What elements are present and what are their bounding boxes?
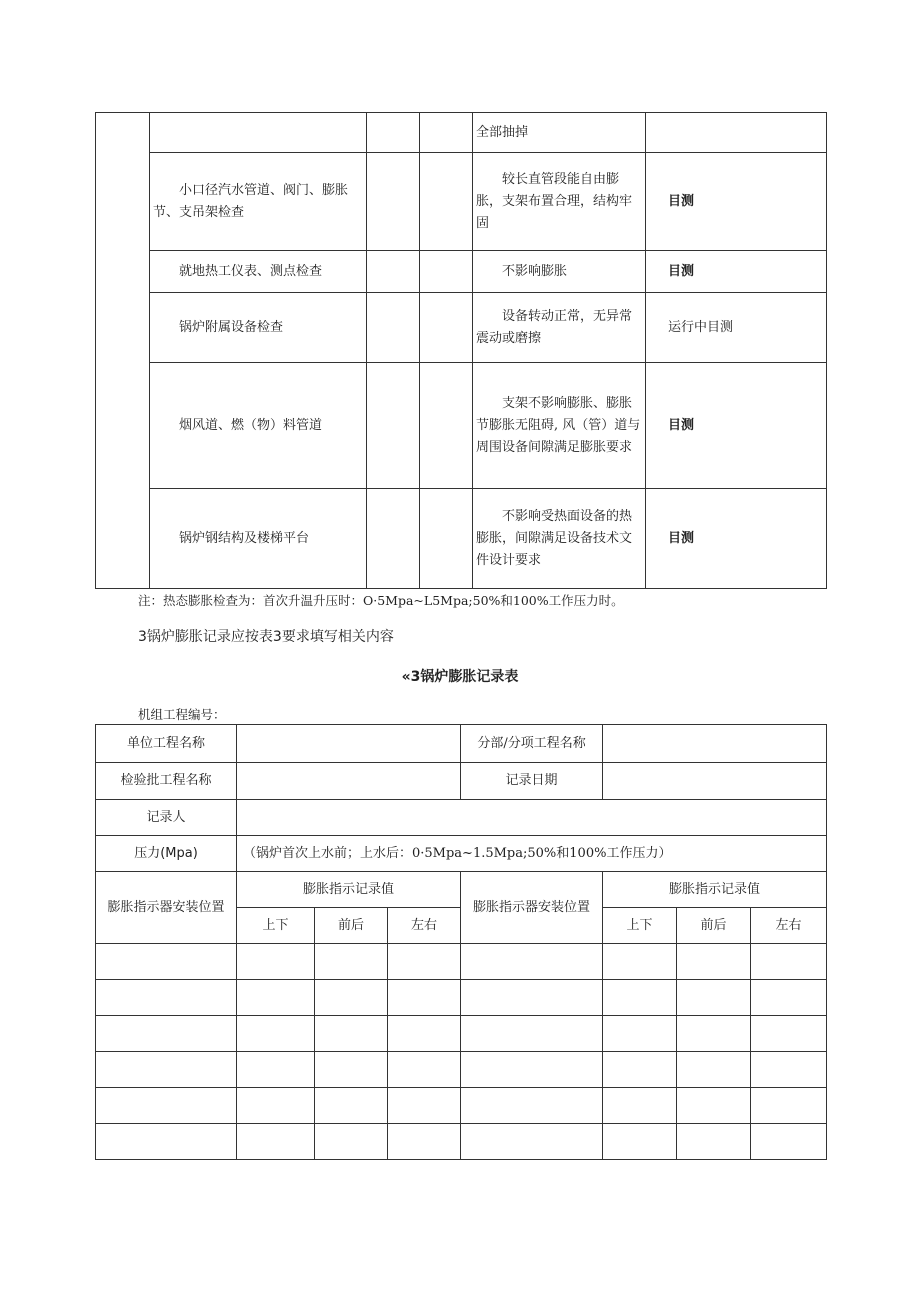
record-cell[interactable] [461, 944, 603, 980]
direction-up-down-right: 上下 [603, 908, 677, 944]
value-label-left: 膨胀指示记录值 [237, 872, 461, 908]
record-cell[interactable] [237, 1124, 315, 1160]
inspection-row [96, 489, 827, 589]
direction-left-right-left: 左右 [388, 908, 461, 944]
batch-value[interactable] [237, 763, 461, 800]
blank-cell [367, 489, 420, 589]
table-title: «3锅炉膨胀记录表 [401, 669, 519, 685]
position-label-left: 膨胀指示器安装位置 [96, 872, 237, 944]
record-row [96, 980, 827, 1016]
header-row-1 [96, 872, 827, 908]
record-row [96, 1088, 827, 1124]
record-cell[interactable] [677, 980, 751, 1016]
direction-front-back-left: 前后 [315, 908, 388, 944]
record-cell[interactable] [388, 1088, 461, 1124]
record-cell[interactable] [388, 980, 461, 1016]
inspection-standard: 不影响受热面设备的热膨胀，间隙满足设备技术文件设计要求 [473, 489, 646, 589]
pressure-value: （锅炉首次上水前；上水后：0·5Mpa~1.5Mpa;50%和100%工作压力） [237, 836, 827, 872]
record-cell[interactable] [237, 1052, 315, 1088]
record-cell[interactable] [751, 1052, 827, 1088]
inspection-row [96, 153, 827, 251]
inspection-row [96, 113, 827, 153]
inspection-standard: 支架不影响膨胀、膨胀节膨胀无阻碍, 风（管）道与周围设备间隙满足膨胀要求 [473, 363, 646, 489]
record-cell[interactable] [237, 980, 315, 1016]
record-cell[interactable] [461, 980, 603, 1016]
record-cell[interactable] [751, 944, 827, 980]
record-cell[interactable] [96, 1124, 237, 1160]
record-date-value[interactable] [603, 763, 827, 800]
inspection-method: 目测 [646, 153, 827, 251]
inspection-method [646, 113, 827, 153]
record-cell[interactable] [96, 980, 237, 1016]
record-cell[interactable] [96, 1052, 237, 1088]
record-row [96, 944, 827, 980]
blank-cell [420, 251, 473, 293]
blank-cell [367, 251, 420, 293]
unit-number-label: 机组工程编号： [138, 707, 226, 722]
blank-cell [420, 489, 473, 589]
unit-project-label: 单位工程名称 [96, 725, 237, 763]
record-cell[interactable] [96, 944, 237, 980]
record-cell[interactable] [315, 980, 388, 1016]
unit-project-value[interactable] [237, 725, 461, 763]
value-label-right: 膨胀指示记录值 [603, 872, 827, 908]
blank-cell [367, 113, 420, 153]
batch-label: 检验批工程名称 [96, 763, 237, 800]
inspection-standard: 设备转动正常，无异常震动或磨擦 [473, 293, 646, 363]
inspection-item: 锅炉钢结构及楼梯平台 [150, 489, 367, 589]
record-row [96, 1052, 827, 1088]
record-cell[interactable] [603, 1088, 677, 1124]
record-cell[interactable] [751, 980, 827, 1016]
inspection-row [96, 293, 827, 363]
record-cell[interactable] [603, 1016, 677, 1052]
inspection-standard: 全部抽掉 [473, 113, 646, 153]
recorder-value[interactable] [237, 800, 827, 836]
batch-row [96, 763, 827, 800]
record-cell[interactable] [388, 1016, 461, 1052]
record-cell[interactable] [237, 1088, 315, 1124]
inspection-item: 锅炉附属设备检查 [150, 293, 367, 363]
record-cell[interactable] [237, 1016, 315, 1052]
inspection-item: 小口径汽水管道、阀门、膨胀节、支吊架检查 [150, 153, 367, 251]
record-cell[interactable] [603, 980, 677, 1016]
record-cell[interactable] [315, 944, 388, 980]
inspection-row [96, 363, 827, 489]
record-cell[interactable] [461, 1052, 603, 1088]
blank-cell [367, 153, 420, 251]
record-row [96, 1016, 827, 1052]
blank-cell [367, 363, 420, 489]
pressure-label: 压力(Mpa) [96, 836, 237, 872]
blank-cell [420, 153, 473, 251]
inspection-standard: 不影响膨胀 [473, 251, 646, 293]
blank-cell [420, 293, 473, 363]
inspection-method: 运行中目测 [646, 293, 827, 363]
record-cell[interactable] [751, 1124, 827, 1160]
category-cell [96, 113, 150, 589]
record-cell[interactable] [603, 1052, 677, 1088]
direction-up-down-left: 上下 [237, 908, 315, 944]
blank-cell [420, 363, 473, 489]
record-cell[interactable] [751, 1088, 827, 1124]
inspection-table-body [96, 113, 827, 589]
pressure-row [96, 836, 827, 872]
inspection-method: 目测 [646, 251, 827, 293]
record-cell[interactable] [388, 944, 461, 980]
direction-front-back-right: 前后 [677, 908, 751, 944]
record-cell[interactable] [677, 1016, 751, 1052]
thermal-expansion-note: 注：热态膨胀检查为：首次升温升压时：O·5Mpa~L5Mpa;50%和100%工作压力时。 [138, 593, 624, 608]
record-cell[interactable] [388, 1052, 461, 1088]
inspection-method: 目测 [646, 489, 827, 589]
record-cell[interactable] [315, 1016, 388, 1052]
record-cell[interactable] [751, 1016, 827, 1052]
recorder-row [96, 800, 827, 836]
position-label-right: 膨胀指示器安装位置 [461, 872, 603, 944]
inspection-item: 就地热工仪表、测点检查 [150, 251, 367, 293]
inspection-method: 目测 [646, 363, 827, 489]
inspection-row [96, 251, 827, 293]
record-cell[interactable] [677, 1088, 751, 1124]
sub-project-label: 分部/分项工程名称 [461, 725, 603, 763]
inspection-standard: 较长直管段能自由膨胀，支架布置合理，结构牢固 [473, 153, 646, 251]
record-cell[interactable] [677, 1124, 751, 1160]
inspection-table [95, 112, 827, 589]
record-cell[interactable] [315, 1052, 388, 1088]
record-cell[interactable] [315, 1088, 388, 1124]
expansion-record-body [96, 725, 827, 1160]
record-cell[interactable] [96, 1088, 237, 1124]
expansion-record-table [95, 724, 827, 1160]
record-date-label: 记录日期 [461, 763, 603, 800]
direction-left-right-right: 左右 [751, 908, 827, 944]
inspection-item [150, 113, 367, 153]
record-cell[interactable] [603, 944, 677, 980]
record-cell[interactable] [461, 1016, 603, 1052]
sub-project-value[interactable] [603, 725, 827, 763]
record-cell[interactable] [388, 1124, 461, 1160]
record-cell[interactable] [677, 1052, 751, 1088]
record-cell[interactable] [603, 1124, 677, 1160]
blank-cell [420, 113, 473, 153]
record-cell[interactable] [461, 1088, 603, 1124]
record-cell[interactable] [677, 944, 751, 980]
record-cell[interactable] [237, 944, 315, 980]
record-cell[interactable] [461, 1124, 603, 1160]
section-heading: 3锅炉膨胀记录应按表3要求填写相关内容 [138, 629, 394, 645]
recorder-label: 记录人 [96, 800, 237, 836]
record-cell[interactable] [315, 1124, 388, 1160]
unit-project-row [96, 725, 827, 763]
blank-cell [367, 293, 420, 363]
record-row [96, 1124, 827, 1160]
inspection-item: 烟风道、燃（物）料管道 [150, 363, 367, 489]
record-cell[interactable] [96, 1016, 237, 1052]
